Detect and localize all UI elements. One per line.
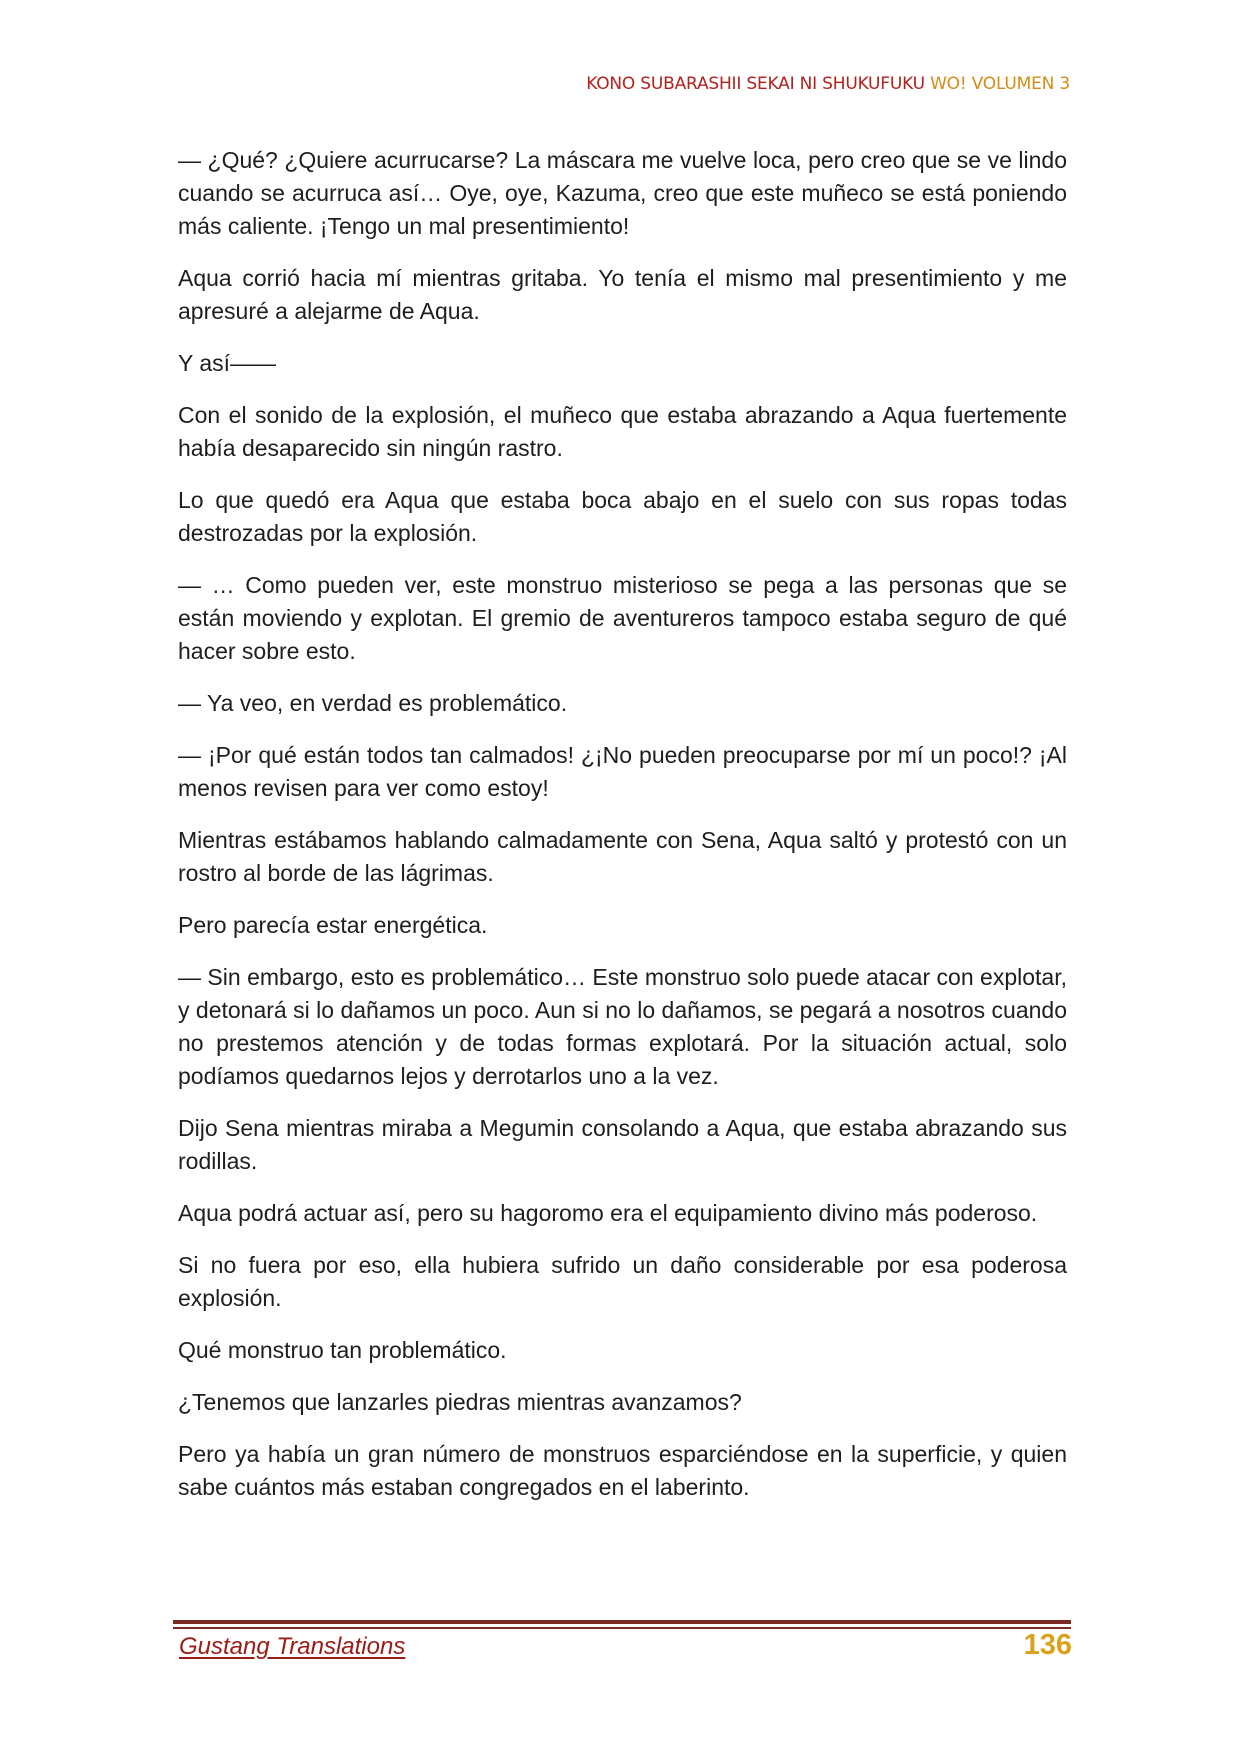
footer-rule-thick xyxy=(173,1620,1071,1624)
paragraph: Aqua podrá actuar así, pero su hagoromo era el equipamiento divino más poderoso. xyxy=(178,1200,1038,1226)
translator-credit-link[interactable]: Gustang Translations xyxy=(179,1633,406,1660)
body-text xyxy=(178,144,1067,1523)
page-number: 136 xyxy=(1023,1629,1072,1661)
header-title-part2: WO! VOLUMEN 3 xyxy=(930,74,1070,94)
paragraph: — ¡Por qué están todos tan calmados! ¿¡No pueden preocuparse por mí un poco!? ¡Al menos revisen para ver como estoy! xyxy=(178,742,1067,801)
header-title-part1: KONO SUBARASHII SEKAI NI SHUKUFUKU xyxy=(586,74,931,94)
paragraph: — … Como pueden ver, este monstruo misterioso se pega a las personas que se están moviendo y explotan. El gremio de aventureros tampoco estaba seguro de qué hacer sobre esto. xyxy=(178,572,1067,664)
paragraph: Lo que quedó era Aqua que estaba boca abajo en el suelo con sus ropas todas destrozadas por la explosión. xyxy=(178,487,1067,546)
footer-rule-thin xyxy=(173,1627,1071,1629)
paragraph: Dijo Sena mientras miraba a Megumin consolando a Aqua, que estaba abrazando sus rodillas. xyxy=(178,1115,1067,1174)
paragraph: Pero ya había un gran número de monstruos esparciéndose en la superficie, y quien sabe cuántos más estaban congregados en el laberinto. xyxy=(178,1441,1067,1500)
paragraph: Mientras estábamos hablando calmadamente con Sena, Aqua saltó y protestó con un rostro al borde de las lágrimas. xyxy=(178,827,1067,886)
paragraph: — ¿Qué? ¿Quiere acurrucarse? La máscara me vuelve loca, pero creo que se ve lindo cuando se acurruca así… Oye, oye, Kazuma, creo que este muñeco se está poniendo más caliente. ¡Tengo un mal presentimiento! xyxy=(178,147,1067,239)
paragraph: — Ya veo, en verdad es problemático. xyxy=(178,690,568,716)
paragraph: Y así—— xyxy=(178,350,276,376)
paragraph: ¿Tenemos que lanzarles piedras mientras avanzamos? xyxy=(178,1389,742,1415)
paragraph: Si no fuera por eso, ella hubiera sufrido un daño considerable por esa poderosa explosión. xyxy=(178,1252,1067,1311)
paragraph: Pero parecía estar energética. xyxy=(178,912,488,938)
paragraph: Aqua corrió hacia mí mientras gritaba. Yo tenía el mismo mal presentimiento y me apresuré a alejarme de Aqua. xyxy=(178,265,1067,324)
paragraph: Con el sonido de la explosión, el muñeco que estaba abrazando a Aqua fuertemente había desaparecido sin ningún rastro. xyxy=(178,402,1067,461)
paragraph: — Sin embargo, esto es problemático… Este monstruo solo puede atacar con explotar, y detonará si lo dañamos un poco. Aun si no lo dañamos, se pegará a nosotros cuando no prestemos atención y de todas formas explotará. Por la situación actual, solo podíamos quedarnos lejos y derrotarlos uno a la vez. xyxy=(178,964,1067,1089)
paragraph: Qué monstruo tan problemático. xyxy=(178,1337,507,1363)
running-header xyxy=(586,74,1070,94)
